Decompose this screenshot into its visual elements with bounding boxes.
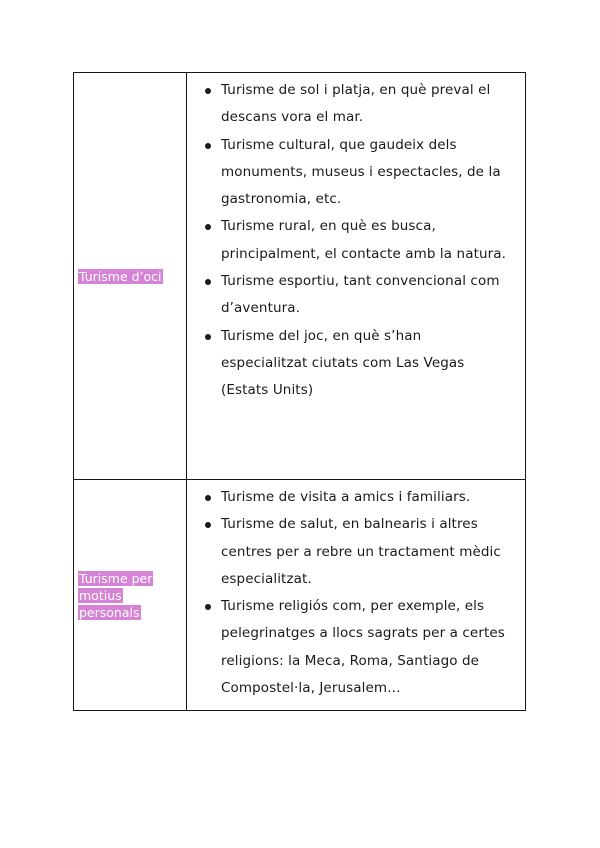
bullet-icon <box>205 143 211 149</box>
bullet-icon <box>205 224 211 230</box>
category-label: Turisme per motius personals <box>79 570 153 620</box>
bullet-icon <box>205 495 211 501</box>
list-item: Turisme cultural, que gaudeix dels monuments, museus i espectacles, de la gastronomia, etc. <box>221 132 507 214</box>
category-cell <box>74 73 187 480</box>
bullet-icon <box>205 604 211 610</box>
description-cell <box>187 480 526 711</box>
bullet-icon <box>205 279 211 285</box>
bullet-list <box>187 480 525 702</box>
bullet-icon <box>205 522 211 528</box>
list-item: Turisme de sol i platja, en què preval el descans vora el mar. <box>221 77 507 132</box>
list-item: Turisme religiós com, per exemple, els pelegrinatges a llocs sagrats per a certes religions: la Meca, Roma, Santiago de Compostel·la, Jerusalem… <box>221 593 507 702</box>
bullet-list <box>187 73 525 405</box>
tourism-types-table <box>73 72 526 711</box>
category-label: Turisme d’oci <box>79 268 162 284</box>
list-item: Turisme del joc, en què s’han especialitzat ciutats com Las Vegas (Estats Units) <box>221 323 507 405</box>
list-item: Turisme rural, en què es busca, principalment, el contacte amb la natura. <box>221 213 507 268</box>
table-row <box>74 480 526 711</box>
list-item: Turisme de salut, en balnearis i altres centres per a rebre un tractament mèdic especialitzat. <box>221 511 507 593</box>
list-item: Turisme esportiu, tant convencional com d’aventura. <box>221 268 507 323</box>
description-cell <box>187 73 526 480</box>
list-item: Turisme de visita a amics i familiars. <box>221 484 507 511</box>
bullet-icon <box>205 88 211 94</box>
category-cell <box>74 480 187 711</box>
bullet-icon <box>205 334 211 340</box>
table-row <box>74 73 526 480</box>
